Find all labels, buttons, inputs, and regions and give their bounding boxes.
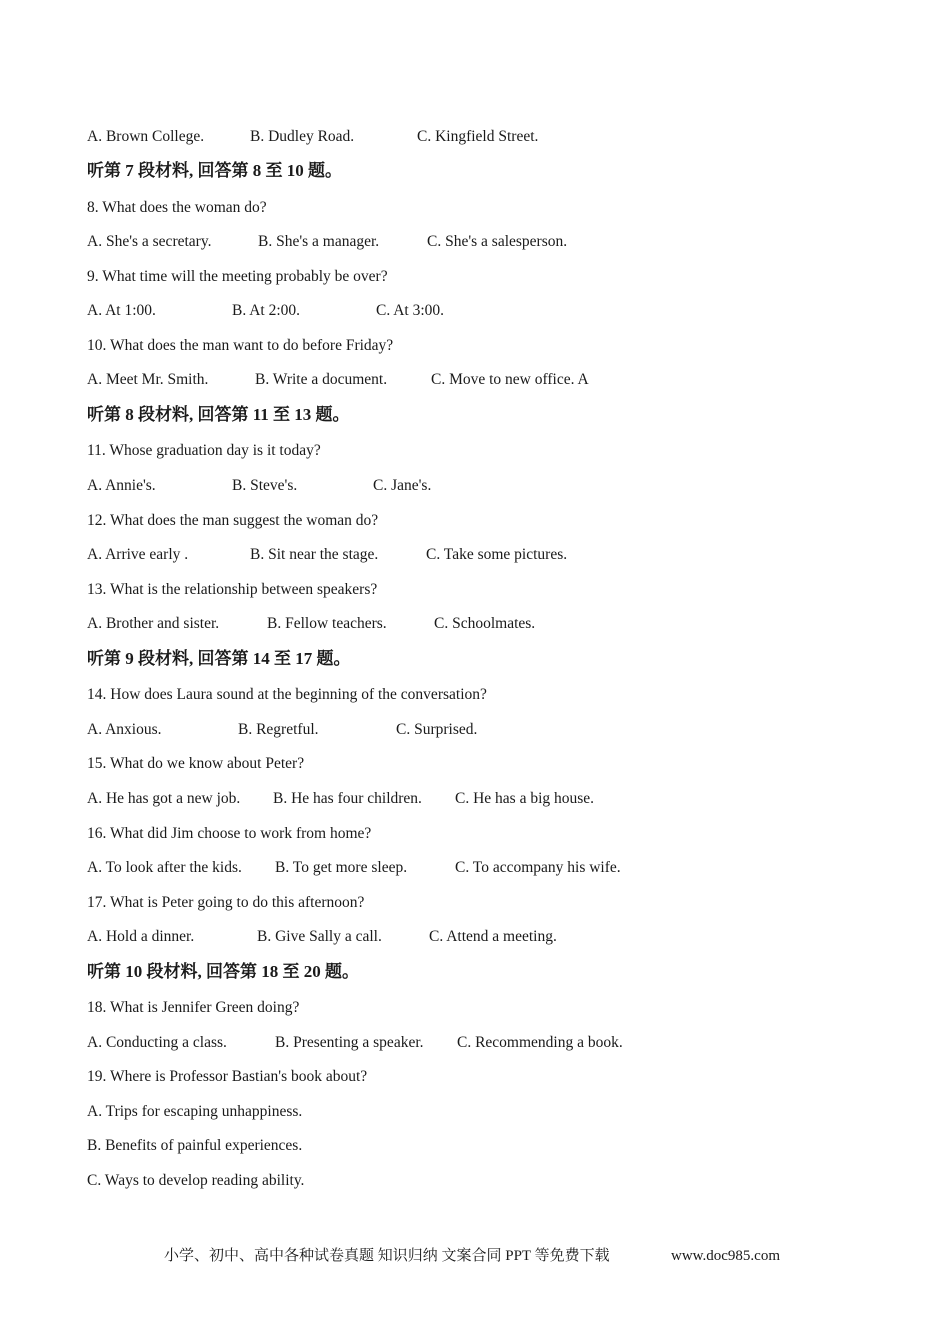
- option-b: B. Sit near the stage.: [250, 546, 379, 563]
- section-heading-10: 听第 10 段材料, 回答第 18 至 20 题。: [87, 962, 359, 981]
- option-a: A. At 1:00.: [87, 302, 156, 319]
- option-c: C. To accompany his wife.: [455, 859, 621, 876]
- option-c: C. Surprised.: [396, 721, 478, 738]
- option-b: B. She's a manager.: [258, 233, 380, 250]
- option-a: A. Brother and sister.: [87, 615, 220, 632]
- option-c: C. Kingfield Street.: [417, 128, 539, 145]
- question-17: 17. What is Peter going to do this afternoon?: [87, 894, 365, 911]
- option-a: A. Arrive early .: [87, 546, 189, 563]
- question-8: 8. What does the woman do?: [87, 199, 267, 216]
- option-b: B. Benefits of painful experiences.: [87, 1137, 303, 1154]
- question-16: 16. What did Jim choose to work from home?: [87, 825, 372, 842]
- option-a: A. Meet Mr. Smith.: [87, 371, 209, 388]
- footer-url[interactable]: www.doc985.com: [671, 1248, 781, 1264]
- option-c: C. She's a salesperson.: [427, 233, 568, 250]
- footer-text: 小学、初中、高中各种试卷真题 知识归纳 文案合同 PPT 等免费下载: [164, 1248, 610, 1264]
- option-b: B. He has four children.: [273, 790, 422, 807]
- option-a: A. Annie's.: [87, 477, 156, 494]
- option-c: C. At 3:00.: [376, 302, 445, 319]
- option-b: B. Dudley Road.: [250, 128, 355, 145]
- question-15: 15. What do we know about Peter?: [87, 755, 305, 772]
- option-a: A. She's a secretary.: [87, 233, 212, 250]
- option-c: C. Attend a meeting.: [429, 928, 557, 945]
- option-b: B. At 2:00.: [232, 302, 301, 319]
- option-b: B. Regretful.: [238, 721, 319, 738]
- option-a: A. He has got a new job.: [87, 790, 241, 807]
- question-13: 13. What is the relationship between speakers?: [87, 581, 378, 598]
- section-heading-7: 听第 7 段材料, 回答第 8 至 10 题。: [87, 161, 342, 180]
- option-c: C. Schoolmates.: [434, 615, 536, 632]
- option-a: A. Brown College.: [87, 128, 205, 145]
- option-b: B. Presenting a speaker.: [275, 1034, 424, 1051]
- question-19: 19. Where is Professor Bastian's book about?: [87, 1068, 368, 1085]
- question-10: 10. What does the man want to do before Friday?: [87, 337, 394, 354]
- section-heading-8: 听第 8 段材料, 回答第 11 至 13 题。: [87, 405, 350, 424]
- option-c: C. Jane's.: [373, 477, 432, 494]
- question-12: 12. What does the man suggest the woman do?: [87, 512, 379, 529]
- option-b: B. Write a document.: [255, 371, 388, 388]
- option-a: A. To look after the kids.: [87, 859, 242, 876]
- option-b: B. Give Sally a call.: [257, 928, 382, 945]
- option-a: A. Trips for escaping unhappiness.: [87, 1103, 303, 1120]
- option-c: C. Move to new office. A: [431, 371, 589, 388]
- option-a: A. Hold a dinner.: [87, 928, 195, 945]
- question-18: 18. What is Jennifer Green doing?: [87, 999, 300, 1016]
- question-9: 9. What time will the meeting probably be over?: [87, 268, 388, 285]
- option-b: B. Steve's.: [232, 477, 298, 494]
- question-14: 14. How does Laura sound at the beginning of the conversation?: [87, 686, 487, 703]
- option-c: C. Take some pictures.: [426, 546, 568, 563]
- option-a: A. Anxious.: [87, 721, 162, 738]
- option-b: B. Fellow teachers.: [267, 615, 387, 632]
- section-heading-9: 听第 9 段材料, 回答第 14 至 17 题。: [87, 649, 351, 668]
- option-c: C. Recommending a book.: [457, 1034, 623, 1051]
- option-c: C. He has a big house.: [455, 790, 595, 807]
- option-a: A. Conducting a class.: [87, 1034, 227, 1051]
- option-b: B. To get more sleep.: [275, 859, 408, 876]
- option-c: C. Ways to develop reading ability.: [87, 1172, 305, 1189]
- question-11: 11. Whose graduation day is it today?: [87, 442, 321, 459]
